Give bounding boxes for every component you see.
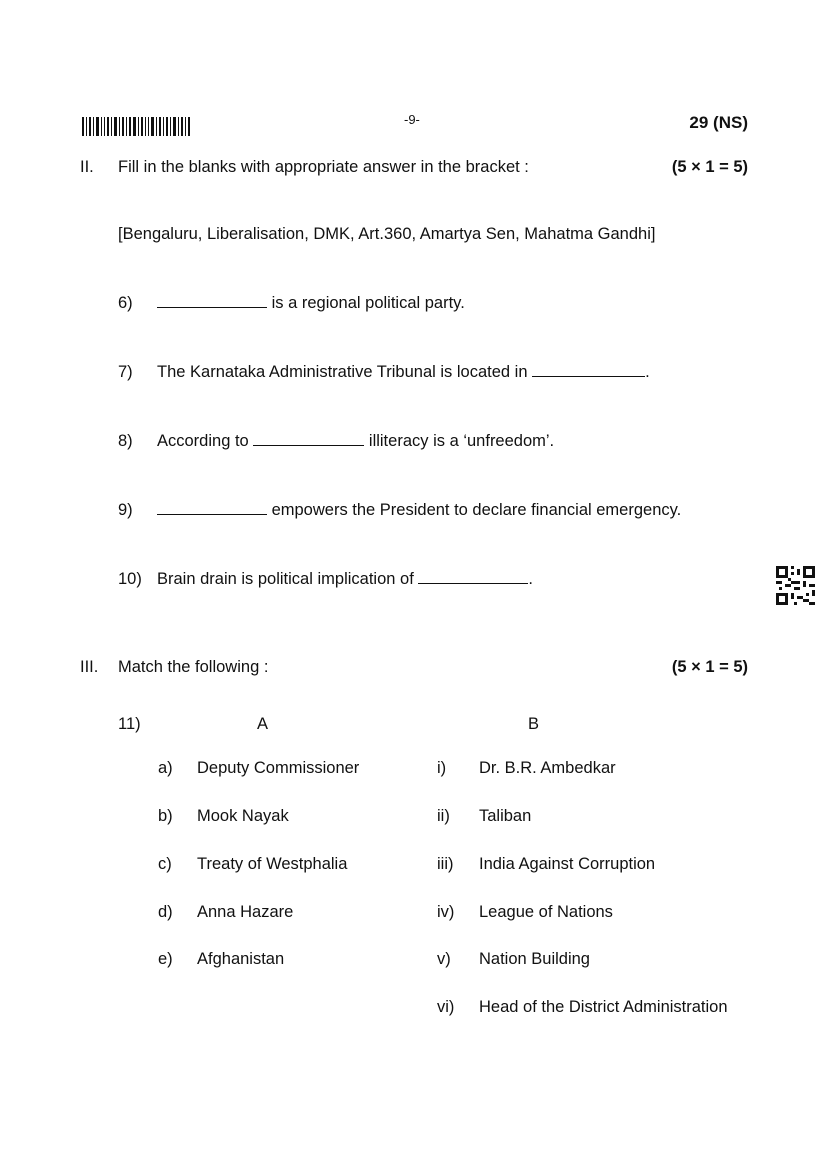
- question-number: 6): [118, 294, 133, 312]
- question-text: According to illiteracy is a ‘unfreedom’.: [157, 432, 555, 450]
- match-b-item: Head of the District Administration: [479, 998, 728, 1016]
- match-b-item: Nation Building: [479, 950, 590, 968]
- match-b-label: v): [437, 950, 451, 968]
- match-a-item: Afghanistan: [197, 950, 285, 968]
- section-3-marks: (5 × 1 = 5): [671, 658, 748, 676]
- match-a-item: Mook Nayak: [197, 807, 289, 825]
- column-a-header: A: [257, 715, 269, 733]
- question-text: empowers the President to declare financial emergency.: [157, 501, 681, 520]
- question-number: 8): [118, 432, 133, 450]
- section-2-marks: (5 × 1 = 5): [671, 158, 748, 176]
- match-b-item: Dr. B.R. Ambedkar: [479, 759, 616, 777]
- match-b-item: India Against Corruption: [479, 855, 656, 873]
- barcode-icon: [82, 117, 190, 136]
- answer-blank: [418, 570, 528, 584]
- question-text: Brain drain is political implication of .: [157, 570, 533, 588]
- match-a-item: Deputy Commissioner: [197, 759, 360, 777]
- match-a-label: e): [158, 950, 173, 968]
- section-3-instruction: Match the following :: [118, 658, 269, 676]
- paper-code: 29 (NS): [689, 113, 748, 132]
- question-text: is a regional political party.: [157, 294, 465, 313]
- section-3-number: III.: [80, 658, 99, 676]
- match-b-label: i): [437, 759, 447, 777]
- match-b-item: Taliban: [479, 807, 532, 825]
- match-a-label: c): [158, 855, 172, 873]
- answer-blank: [157, 294, 267, 308]
- match-a-item: Anna Hazare: [197, 903, 294, 921]
- match-a-label: a): [158, 759, 173, 777]
- section-2-number: II.: [80, 158, 94, 176]
- match-b-label: ii): [437, 807, 450, 825]
- match-a-item: Treaty of Westphalia: [197, 855, 348, 873]
- answer-options: [Bengaluru, Liberalisation, DMK, Art.360, Amartya Sen, Mahatma Gandhi]: [118, 225, 656, 243]
- question-number: 10): [118, 570, 142, 588]
- answer-blank: [532, 363, 645, 377]
- page-number: -9-: [404, 112, 420, 127]
- match-b-label: vi): [437, 998, 455, 1016]
- question-number: 7): [118, 363, 133, 381]
- qr-code-icon: [776, 566, 815, 605]
- match-a-label: d): [158, 903, 173, 921]
- answer-blank: [253, 432, 364, 446]
- answer-blank: [157, 501, 267, 515]
- match-b-item: League of Nations: [479, 903, 613, 921]
- question-text: The Karnataka Administrative Tribunal is located in .: [157, 363, 650, 381]
- section-2-instruction: Fill in the blanks with appropriate answer in the bracket :: [118, 158, 529, 176]
- question-11-number: 11): [118, 715, 141, 733]
- match-b-label: iv): [437, 903, 455, 921]
- column-b-header: B: [528, 715, 540, 733]
- match-b-label: iii): [437, 855, 454, 873]
- match-a-label: b): [158, 807, 173, 825]
- question-number: 9): [118, 501, 133, 519]
